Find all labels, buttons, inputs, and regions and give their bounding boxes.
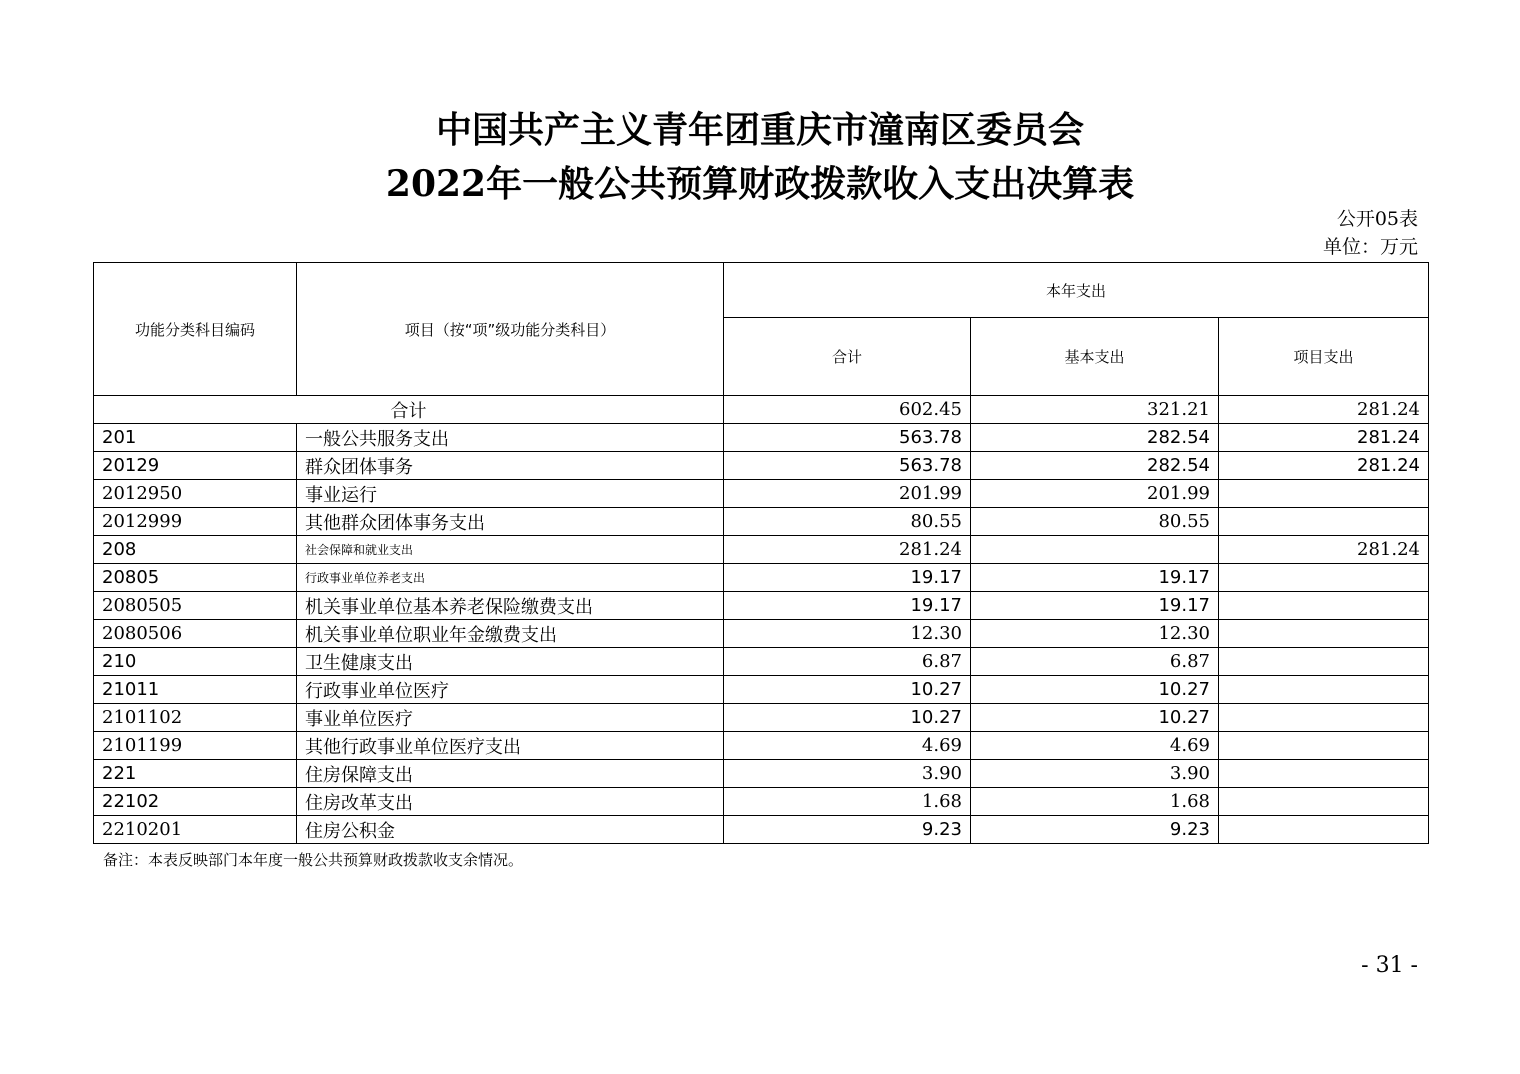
page-number: - 31 - bbox=[1361, 953, 1418, 978]
table-row bbox=[94, 676, 1429, 704]
table-row bbox=[94, 704, 1429, 732]
budget-table bbox=[93, 262, 1429, 844]
row-name: 住房公积金 bbox=[297, 816, 724, 844]
row-name: 其他群众团体事务支出 bbox=[297, 508, 724, 536]
row-basic: 6.87 bbox=[971, 648, 1219, 676]
table-row bbox=[94, 816, 1429, 844]
row-project bbox=[1219, 480, 1429, 508]
row-total: 281.24 bbox=[724, 536, 971, 564]
total-project: 281.24 bbox=[1219, 396, 1429, 424]
row-code: 2012950 bbox=[94, 480, 297, 508]
row-basic: 80.55 bbox=[971, 508, 1219, 536]
total-sum: 602.45 bbox=[724, 396, 971, 424]
row-project bbox=[1219, 620, 1429, 648]
row-total: 80.55 bbox=[724, 508, 971, 536]
table-row bbox=[94, 732, 1429, 760]
row-basic: 19.17 bbox=[971, 564, 1219, 592]
row-code: 201 bbox=[94, 424, 297, 452]
row-code: 2101199 bbox=[94, 732, 297, 760]
row-total: 19.17 bbox=[724, 592, 971, 620]
row-basic: 19.17 bbox=[971, 592, 1219, 620]
footnote: 备注：本表反映部门本年度一般公共预算财政拨款收支余情况。 bbox=[103, 851, 524, 869]
row-code: 2080506 bbox=[94, 620, 297, 648]
document-title-line-2: 2022年一般公共预算财政拨款收入支出决算表 bbox=[385, 163, 1135, 205]
table-row bbox=[94, 592, 1429, 620]
row-name: 机关事业单位职业年金缴费支出 bbox=[297, 620, 724, 648]
header-item: 项目（按“项”级功能分类科目） bbox=[297, 263, 724, 396]
row-total: 19.17 bbox=[724, 564, 971, 592]
row-project: 281.24 bbox=[1219, 536, 1429, 564]
row-basic: 10.27 bbox=[971, 704, 1219, 732]
row-total: 9.23 bbox=[724, 816, 971, 844]
header-project: 项目支出 bbox=[1219, 318, 1429, 396]
row-name: 机关事业单位基本养老保险缴费支出 bbox=[297, 592, 724, 620]
row-basic bbox=[971, 536, 1219, 564]
row-basic: 12.30 bbox=[971, 620, 1219, 648]
row-project bbox=[1219, 648, 1429, 676]
row-name: 社会保障和就业支出 bbox=[297, 536, 724, 564]
row-name: 住房保障支出 bbox=[297, 760, 724, 788]
row-total: 12.30 bbox=[724, 620, 971, 648]
row-project bbox=[1219, 508, 1429, 536]
table-row bbox=[94, 424, 1429, 452]
row-code: 2012999 bbox=[94, 508, 297, 536]
row-basic: 3.90 bbox=[971, 760, 1219, 788]
row-basic: 282.54 bbox=[971, 424, 1219, 452]
row-code: 2080505 bbox=[94, 592, 297, 620]
row-name: 一般公共服务支出 bbox=[297, 424, 724, 452]
row-name: 事业单位医疗 bbox=[297, 704, 724, 732]
total-label: 合计 bbox=[94, 396, 724, 424]
table-row bbox=[94, 536, 1429, 564]
row-basic: 10.27 bbox=[971, 676, 1219, 704]
row-name: 行政事业单位养老支出 bbox=[297, 564, 724, 592]
row-name: 其他行政事业单位医疗支出 bbox=[297, 732, 724, 760]
total-row bbox=[94, 396, 1429, 424]
row-project bbox=[1219, 564, 1429, 592]
row-total: 1.68 bbox=[724, 788, 971, 816]
row-basic: 201.99 bbox=[971, 480, 1219, 508]
row-total: 10.27 bbox=[724, 704, 971, 732]
row-code: 208 bbox=[94, 536, 297, 564]
row-basic: 4.69 bbox=[971, 732, 1219, 760]
row-project bbox=[1219, 788, 1429, 816]
row-project: 281.24 bbox=[1219, 424, 1429, 452]
row-total: 3.90 bbox=[724, 760, 971, 788]
row-code: 21011 bbox=[94, 676, 297, 704]
row-code: 20129 bbox=[94, 452, 297, 480]
document-title-line-1: 中国共产主义青年团重庆市潼南区委员会 bbox=[435, 109, 1084, 151]
table-row bbox=[94, 620, 1429, 648]
row-code: 210 bbox=[94, 648, 297, 676]
row-name: 卫生健康支出 bbox=[297, 648, 724, 676]
row-project bbox=[1219, 816, 1429, 844]
row-project bbox=[1219, 704, 1429, 732]
table-row bbox=[94, 648, 1429, 676]
table-row bbox=[94, 480, 1429, 508]
row-code: 2210201 bbox=[94, 816, 297, 844]
row-total: 201.99 bbox=[724, 480, 971, 508]
row-project bbox=[1219, 592, 1429, 620]
row-project bbox=[1219, 676, 1429, 704]
table-row bbox=[94, 508, 1429, 536]
row-code: 221 bbox=[94, 760, 297, 788]
table-row bbox=[94, 564, 1429, 592]
row-project bbox=[1219, 760, 1429, 788]
row-code: 2101102 bbox=[94, 704, 297, 732]
row-name: 群众团体事务 bbox=[297, 452, 724, 480]
row-project bbox=[1219, 732, 1429, 760]
header-basic: 基本支出 bbox=[971, 318, 1219, 396]
row-basic: 9.23 bbox=[971, 816, 1219, 844]
row-name: 行政事业单位医疗 bbox=[297, 676, 724, 704]
unit-label: 单位：万元 bbox=[1322, 236, 1418, 258]
row-total: 6.87 bbox=[724, 648, 971, 676]
row-total: 10.27 bbox=[724, 676, 971, 704]
row-basic: 282.54 bbox=[971, 452, 1219, 480]
row-name: 事业运行 bbox=[297, 480, 724, 508]
table-row bbox=[94, 760, 1429, 788]
row-project: 281.24 bbox=[1219, 452, 1429, 480]
row-total: 563.78 bbox=[724, 452, 971, 480]
header-total: 合计 bbox=[724, 318, 971, 396]
header-code: 功能分类科目编码 bbox=[94, 263, 297, 396]
row-total: 563.78 bbox=[724, 424, 971, 452]
table-row bbox=[94, 452, 1429, 480]
row-basic: 1.68 bbox=[971, 788, 1219, 816]
row-total: 4.69 bbox=[724, 732, 971, 760]
row-code: 22102 bbox=[94, 788, 297, 816]
row-name: 住房改革支出 bbox=[297, 788, 724, 816]
table-number: 公开05表 bbox=[1336, 208, 1418, 230]
header-current-year: 本年支出 bbox=[724, 263, 1429, 318]
total-basic: 321.21 bbox=[971, 396, 1219, 424]
table-row bbox=[94, 788, 1429, 816]
row-code: 20805 bbox=[94, 564, 297, 592]
